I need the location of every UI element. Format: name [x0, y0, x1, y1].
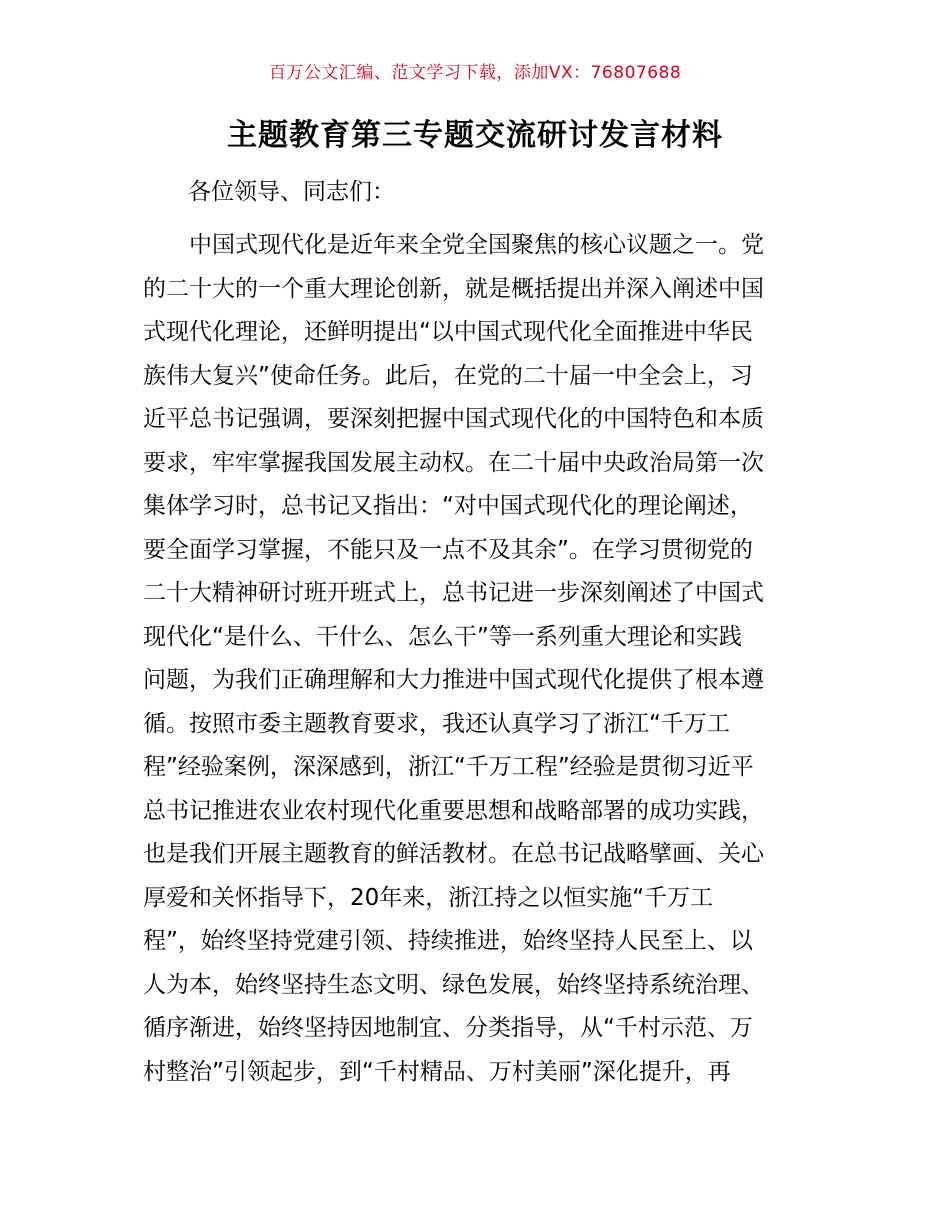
paragraph-line: 近平总书记强调，要深刻把握中国式现代化的中国特色和本质 — [143, 406, 764, 432]
paragraph-line: 中国式现代化是近年来全党全国聚焦的核心议题之一。党 — [189, 232, 764, 258]
paragraph-line: 集体学习时，总书记又指出：“对中国式现代化的理论阐述， — [143, 493, 753, 519]
paragraph-line: 要全面学习掌握，不能只及一点不及其余”。在学习贯彻党的 — [143, 536, 753, 563]
paragraph-line: 要求，牢牢掌握我国发展主动权。在二十届中央政治局第一次 — [143, 449, 764, 476]
paragraph-line: 问题，为我们正确理解和大力推进中国式现代化提供了根本遵 — [143, 667, 764, 693]
paragraph-line: 循。按照市委主题教育要求，我还认真学习了浙江“千万工 — [143, 710, 730, 737]
paragraph-line: 程”经验案例，深深感到，浙江“千万工程”经验是贯彻习近平 — [143, 754, 754, 780]
salutation: 各位领导、同志们： — [188, 179, 395, 205]
paragraph-line: 也是我们开展主题教育的鲜活教材。在总书记战略擘画、关心 — [143, 841, 764, 867]
paragraph-line: 人为本，始终坚持生态文明、绿色发展，始终坚持系统治理、 — [143, 971, 764, 998]
paragraph-line: 二十大精神研讨班开班式上，总书记进一步深刻阐述了中国式 — [143, 580, 764, 606]
document-title: 主题教育第三专题交流研讨发言材料 — [227, 118, 723, 153]
body-paragraph — [143, 224, 823, 1094]
paragraph-line: 现代化“是什么、干什么、怎么干”等一系列重大理论和实践 — [143, 623, 742, 650]
paragraph-line: 程”，始终坚持党建引领、持续推进，始终坚持人民至上、以 — [143, 928, 753, 954]
paragraph-line: 村整治”引领起步，到“千村精品、万村美丽”深化提升，再 — [143, 1058, 731, 1085]
paragraph-line: 的二十大的一个重大理论创新，就是概括提出并深入阐述中国 — [143, 275, 764, 302]
paragraph-line: 循序渐进，始终坚持因地制宜、分类指导，从“千村示范、万 — [143, 1015, 753, 1041]
paragraph-line: 厚爱和关怀指导下，20年来，浙江持之以恒实施“千万工 — [143, 884, 714, 911]
paragraph-line: 式现代化理论，还鲜明提出“以中国式现代化全面推进中华民 — [143, 319, 753, 345]
header-download-note: 百万公文汇编、范文学习下载，添加VX：76807688 — [268, 63, 682, 83]
paragraph-line: 族伟大复兴”使命任务。此后，在党的二十届一中全会上，习 — [143, 362, 753, 389]
paragraph-line: 总书记推进农业农村现代化重要思想和战略部署的成功实践， — [143, 797, 764, 824]
